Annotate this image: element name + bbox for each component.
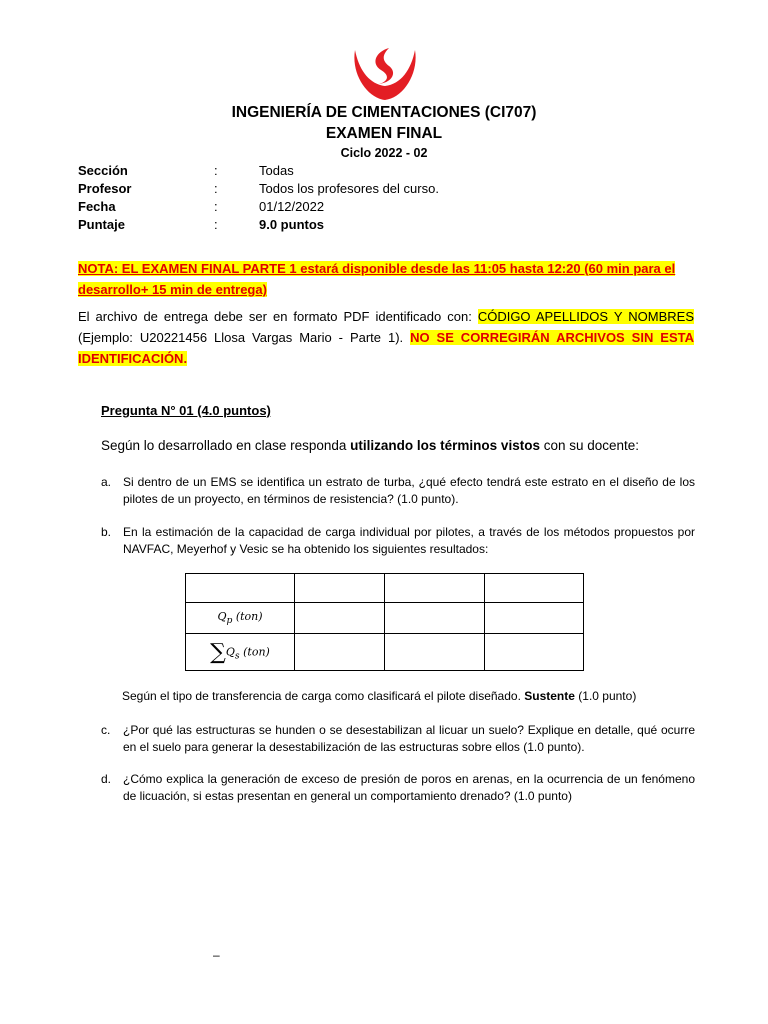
- question-item-a: [101, 474, 695, 510]
- university-logo: [349, 44, 421, 102]
- intro-text-b: con su docente:: [539, 438, 640, 453]
- delivery-highlight: CÓDIGO APELLIDOS Y NOMBRES: [477, 309, 694, 324]
- info-label: Puntaje: [78, 217, 125, 232]
- after-table-text-b: (1.0 punto): [574, 689, 637, 703]
- intro-bold: utilizando los términos vistos: [350, 438, 540, 453]
- after-table-text-a: Según el tipo de transferencia de carga como clasificará el pilote diseñado.: [122, 689, 525, 703]
- info-colon: :: [214, 199, 218, 214]
- question-item-c: [101, 722, 695, 758]
- info-label: Profesor: [78, 181, 132, 196]
- after-table-bold: Sustente: [524, 689, 575, 703]
- question-item-b: [101, 524, 695, 560]
- table-cell: [186, 574, 295, 603]
- item-text: Si dentro de un EMS se identifica un estrato de turba, ¿qué efecto tendrá este estrato en el diseño de los pilotes de un proyecto, en términos de resistencia? (1.0 punto).: [123, 475, 695, 506]
- item-text: ¿Cómo explica la generación de exceso de presión de poros en arenas, en la ocurrencia de un fenómeno de licuación, si estas presentan en general un comportamiento drenado? (1.0 punto): [123, 772, 695, 803]
- item-text: En la estimación de la capacidad de carga individual por pilotes, a través de los métodos propuestos por NAVFAC, Meyerhof y Vesic se ha obtenido los siguientes resultados:: [123, 525, 695, 556]
- table-row: [186, 603, 584, 634]
- item-text: ¿Por qué las estructuras se hunden o se desestabilizan al licuar un suelo? Explique en detalle, qué ocurre en el suelo para generar la desestabilización de las estructuras sobre ellos (1.0 punto).: [123, 723, 695, 754]
- footer-dash: –: [213, 948, 220, 962]
- table-cell: [485, 574, 584, 603]
- qp-subscript: p: [226, 615, 233, 627]
- exam-note: [78, 258, 694, 300]
- qp-label: [186, 603, 295, 634]
- table-cell: [385, 603, 485, 634]
- delivery-warning-b: IDENTIFICACIÓN.: [78, 351, 188, 366]
- info-value: 9.0 puntos: [259, 217, 325, 232]
- course-title: INGENIERÍA DE CIMENTACIONES (CI707): [231, 104, 537, 121]
- qs-subscript: s: [234, 650, 240, 662]
- table-cell: [385, 574, 485, 603]
- table-row: [186, 634, 584, 671]
- qp-symbol: Q: [217, 609, 227, 623]
- table-row: [186, 574, 584, 603]
- table-cell: [295, 574, 385, 603]
- delivery-text-1: El archivo de entrega debe ser en formato PDF identificado con:: [78, 309, 478, 324]
- qs-symbol: Q: [225, 645, 235, 658]
- table-cell: [295, 603, 385, 634]
- table-cell: [485, 603, 584, 634]
- note-line-2: desarrollo+ 15 min de entrega): [78, 282, 267, 297]
- info-label: Sección: [78, 163, 128, 178]
- delivery-warning-a: NO SE CORREGIRÁN ARCHIVOS SIN ESTA: [410, 330, 694, 345]
- qs-label: [186, 634, 295, 671]
- question-title: Pregunta N° 01 (4.0 puntos): [101, 403, 271, 418]
- info-value: Todas: [259, 163, 294, 178]
- item-marker: b.: [101, 525, 112, 539]
- classification-prompt: [122, 689, 636, 703]
- info-value: 01/12/2022: [259, 199, 325, 214]
- qp-unit: (ton): [232, 609, 263, 623]
- exam-title: EXAMEN FINAL: [325, 125, 443, 142]
- intro-text-a: Según lo desarrollado en clase responda: [101, 438, 351, 453]
- question-item-d: [101, 771, 695, 807]
- info-colon: :: [214, 217, 218, 232]
- table-cell: [295, 634, 385, 671]
- results-table: [185, 573, 584, 671]
- qs-unit: (ton): [239, 645, 270, 658]
- item-marker: c.: [101, 723, 111, 737]
- info-colon: :: [214, 181, 218, 196]
- table-cell: [385, 634, 485, 671]
- delivery-instructions: [78, 306, 694, 369]
- item-marker: a.: [101, 475, 112, 489]
- info-value: Todos los profesores del curso.: [259, 181, 439, 196]
- question-intro: [101, 438, 639, 453]
- sum-symbol: ∑: [210, 639, 226, 665]
- note-line-1: NOTA: EL EXAMEN FINAL PARTE 1 estará disponible desde las 11:05 hasta 12:20 (60 min para el: [78, 261, 676, 276]
- delivery-text-2: (Ejemplo: U20221456 Llosa Vargas Mario - Parte 1).: [78, 330, 411, 345]
- table-cell: [485, 634, 584, 671]
- info-label: Fecha: [78, 199, 116, 214]
- item-marker: d.: [101, 772, 112, 786]
- info-colon: :: [214, 163, 218, 178]
- cycle-label: Ciclo 2022 - 02: [340, 146, 428, 160]
